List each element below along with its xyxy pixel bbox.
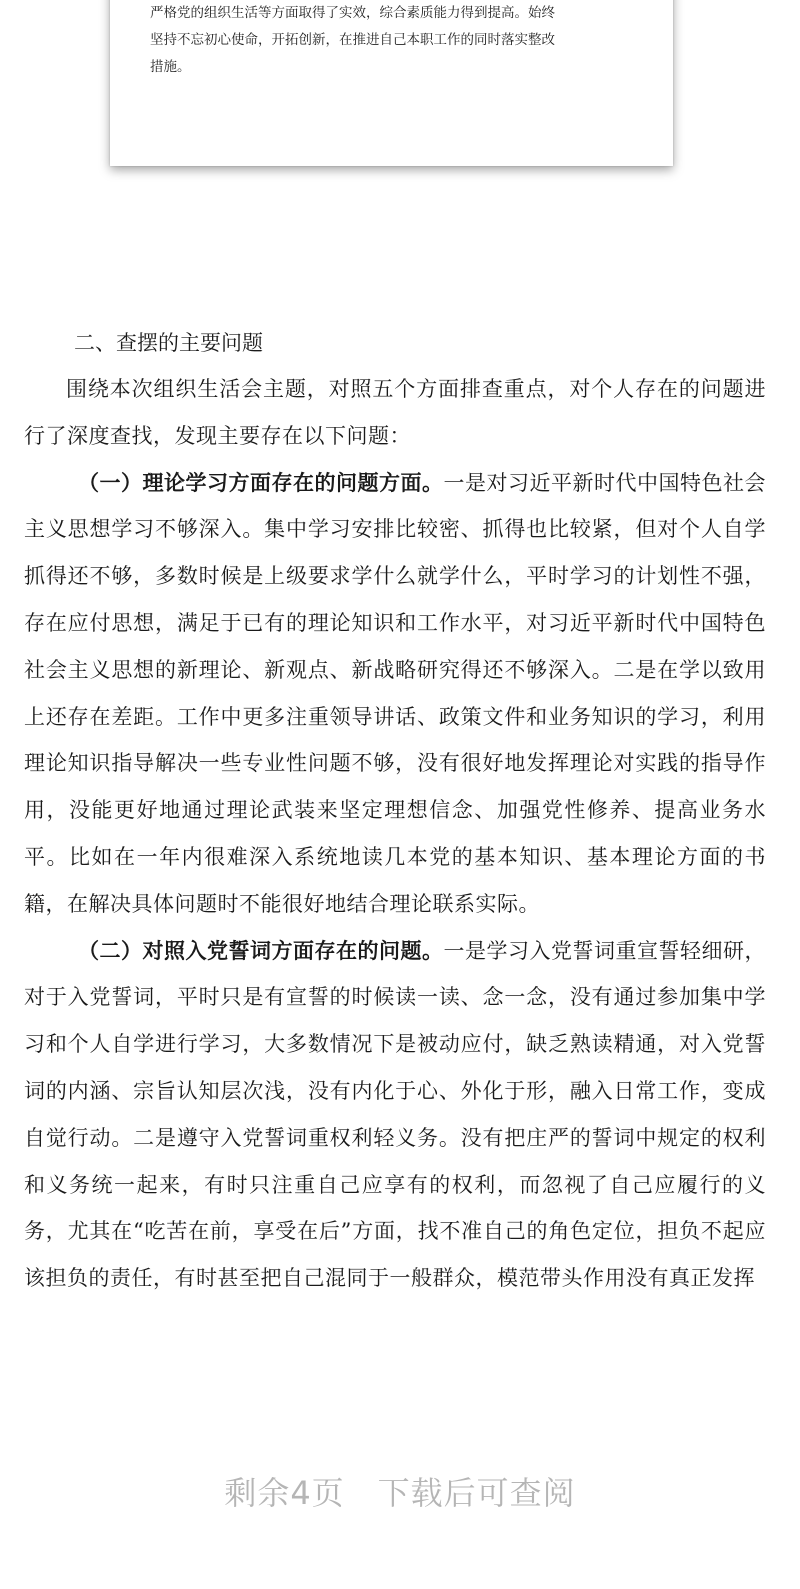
problem-2-body: 一是学习入党誓词重宣誓轻细研，对于入党誓词，平时只是有宣誓的时候读一读、念一念，没有通过参加集中学习和个人自学进行学习，大多数情况下是被动应付，缺乏熟读精通，对入党誓词的内涵、宗旨认知层次浅，没有内化于心、外化于形，融入日常工作，变成自觉行动。二是遵守入党誓词重权利轻义务。没有把庄严的誓词中规定的权利和义务统一起来，有时只注重自己应享有的权利，而忽视了自己应履行的义务，尤其在“吃苦在前，享受在后”方面，找不准自己的角色定位，担负不起应该担负的责任，有时甚至把自己混同于一般群众，模范带头作用没有真正发挥 — [24, 938, 766, 1291]
problem-2-lead: （二）对照入党誓词方面存在的问题。 — [78, 937, 444, 963]
document-preview-card — [110, 0, 673, 166]
card-line: 坚持不忘初心使命，开拓创新，在推进自己本职工作的同时落实整改 — [150, 32, 555, 48]
card-text — [150, 0, 633, 81]
problem-paragraph-1 — [24, 460, 766, 928]
problem-paragraph-2 — [24, 928, 766, 1302]
intro-paragraph: 围绕本次组织生活会主题，对照五个方面排查重点，对个人存在的问题进行了深度查找，发现主要存在以下问题： — [24, 377, 766, 448]
card-line: 措施。 — [150, 59, 191, 75]
card-line: 严格党的组织生活等方面取得了实效，综合素质能力得到提高。始终 — [150, 5, 555, 21]
download-prompt[interactable]: 剩余4页 下载后可查阅 — [224, 1474, 576, 1512]
section-heading: 二、查摆的主要问题 — [74, 331, 263, 355]
problem-1-lead: （一）理论学习方面存在的问题方面。 — [78, 469, 444, 495]
problem-1-body: 一是对习近平新时代中国特色社会主义思想学习不够深入。集中学习安排比较密、抓得也比较紧，但对个人自学抓得还不够，多数时候是上级要求学什么就学什么，平时学习的计划性不强，存在应付思想，满足于已有的理论知识和工作水平，对习近平新时代中国特色社会主义思想的新理论、新观点、新战略研究得还不够深入。二是在学以致用上还存在差距。工作中更多注重领导讲话、政策文件和业务知识的学习，利用理论知识指导解决一些专业性问题不够，没有很好地发挥理论对实践的指导作用，没能更好地通过理论武装来坚定理想信念、加强党性修养、提高业务水平。比如在一年内很难深入系统地读几本党的基本知识、基本理论方面的书籍，在解决具体问题时不能很好地结合理论联系实际。 — [24, 470, 766, 916]
document-body — [24, 320, 766, 1302]
